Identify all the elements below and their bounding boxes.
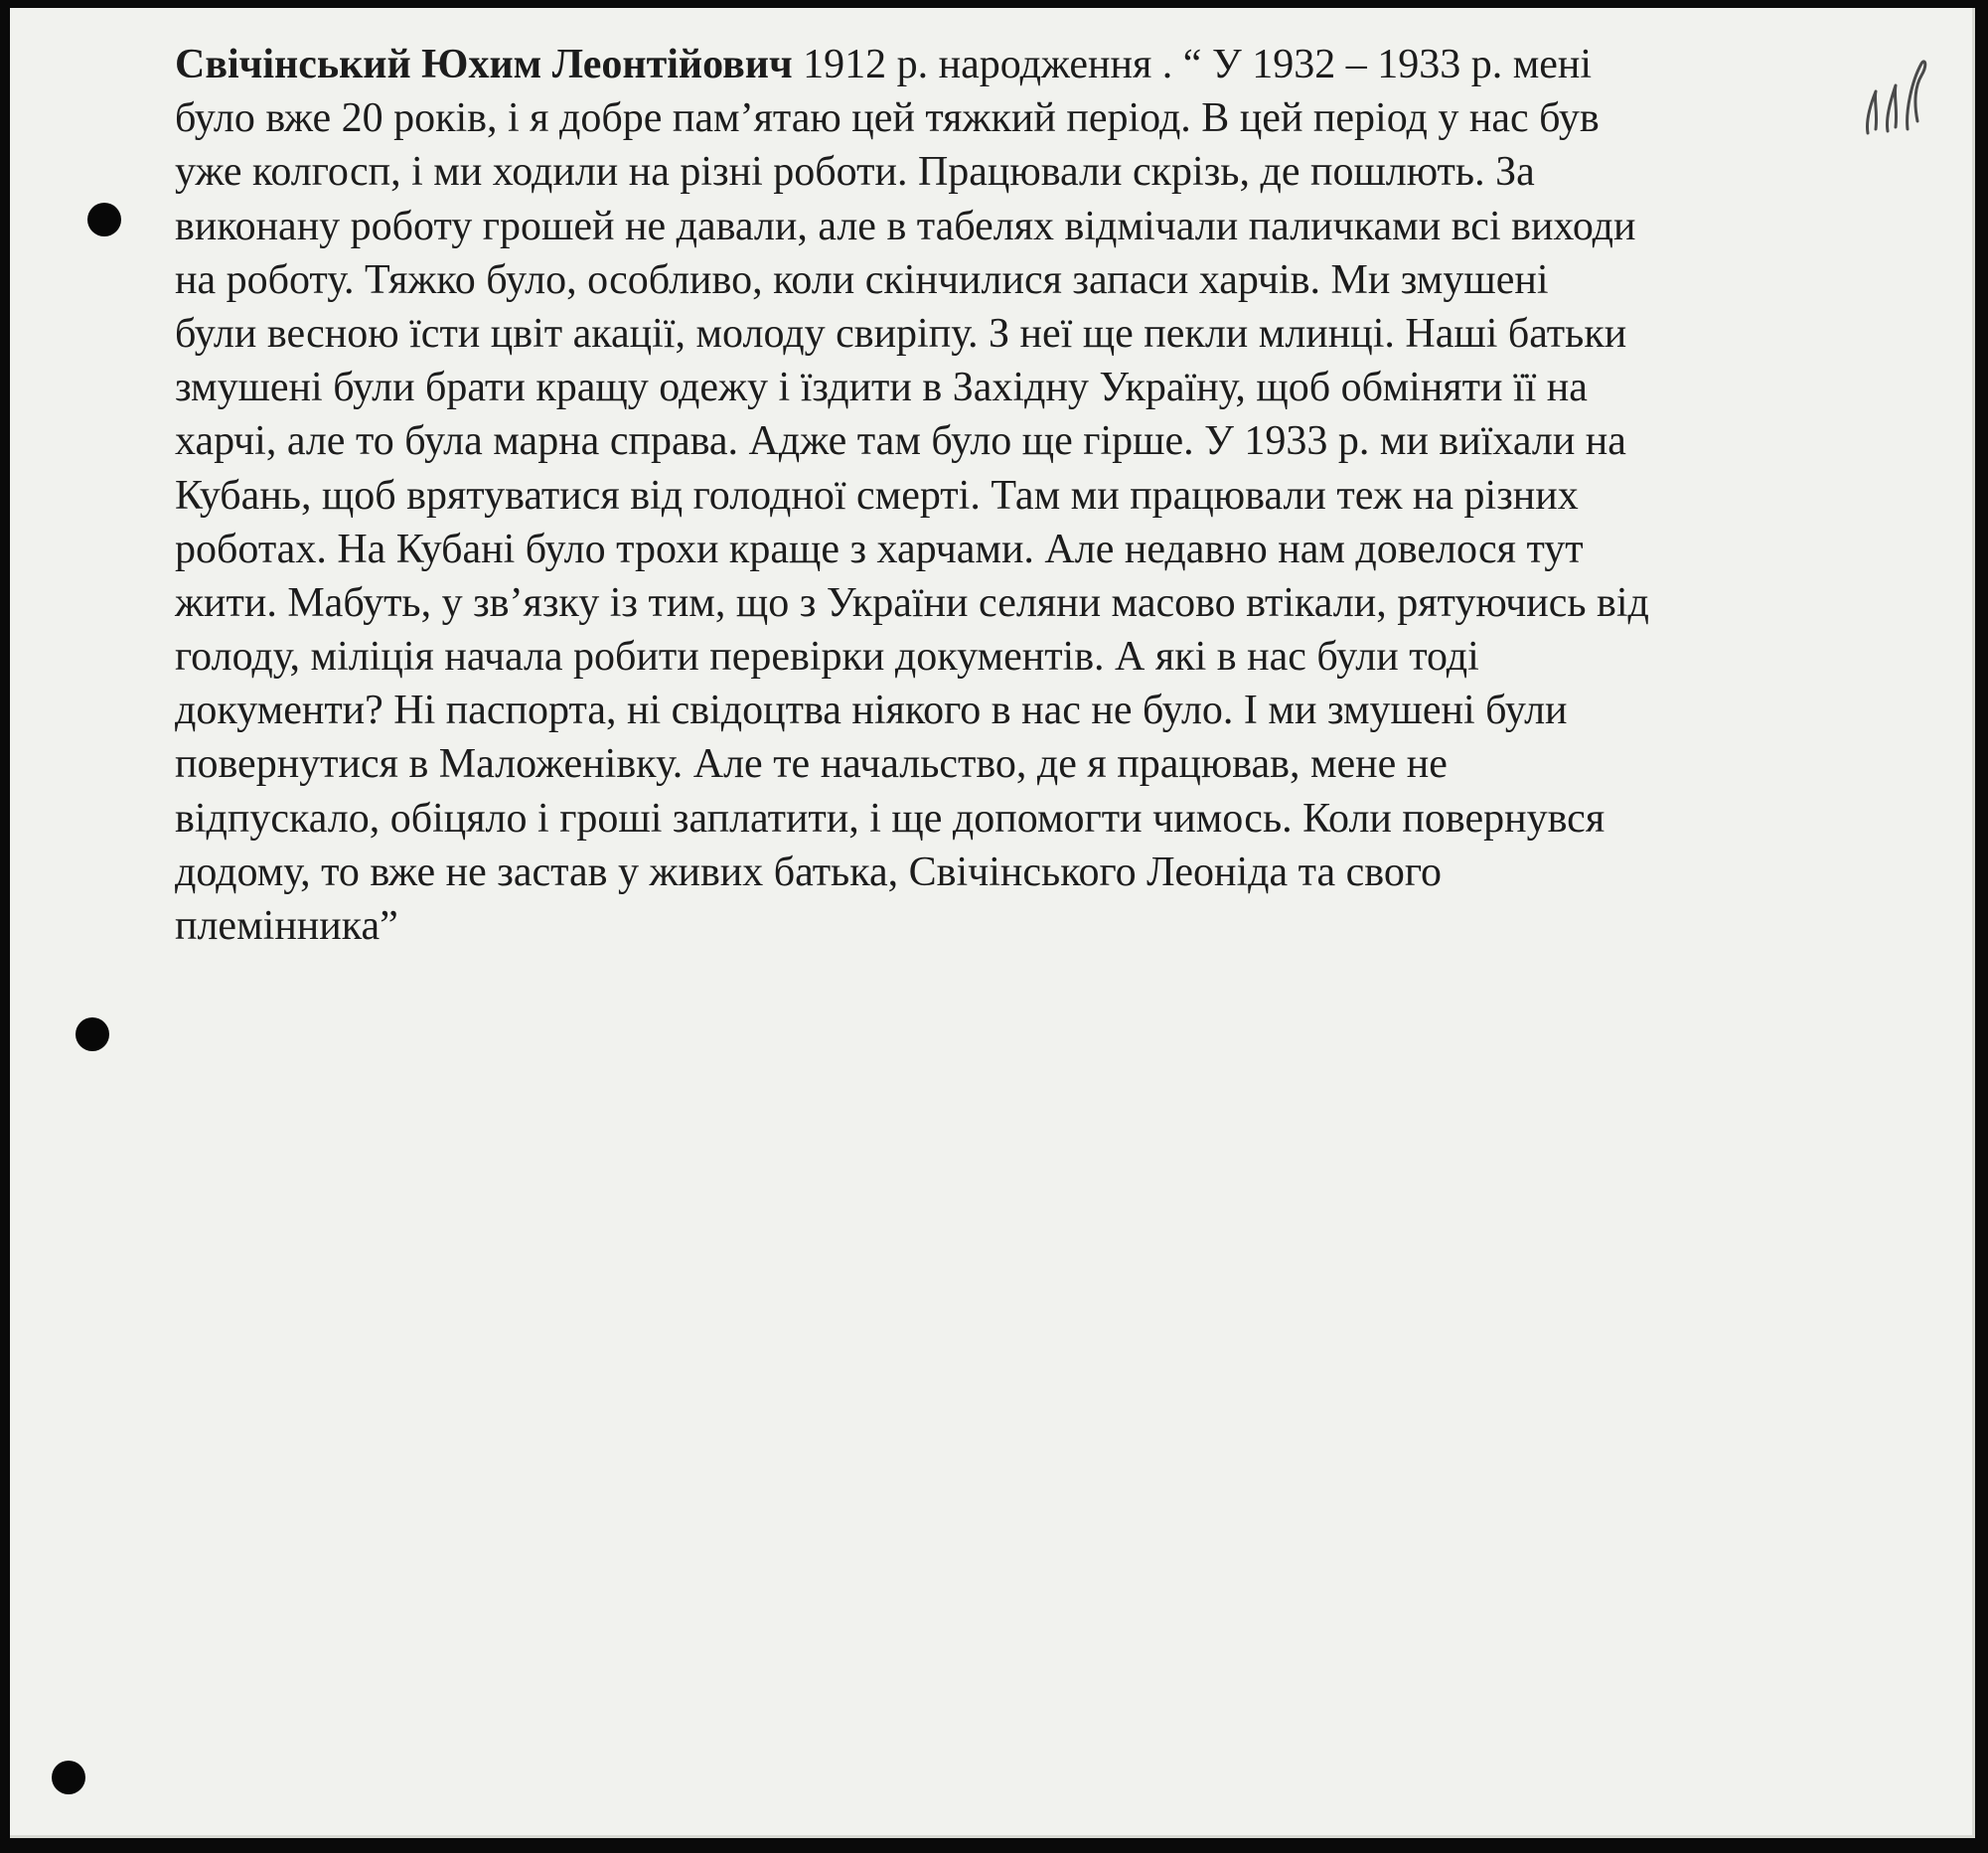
text-line-3: уже колгосп, і ми ходили на різні роботи. Працювали скрізь, де пошлють. За xyxy=(175,149,1535,196)
text-line-14: повернутися в Маложенівку. Але те начальство, де я працював, мене не xyxy=(175,741,1448,788)
text-line-11: жити. Мабуть, у зв’язку із тим, що з України селяни масово втікали, рятуючись від xyxy=(175,579,1649,626)
punch-hole-middle xyxy=(76,1017,109,1051)
witness-name: Свічінський Юхим Леонтійович xyxy=(175,42,793,87)
punch-hole-bottom xyxy=(52,1761,85,1794)
testimony-text xyxy=(175,38,1854,953)
text-line-6: були весною їсти цвіт акації, молоду свиріпу. З неї ще пекли млинці. Наші батьки xyxy=(175,310,1627,357)
handwritten-archive-number xyxy=(1856,52,1935,141)
text-line-8: харчі, але то була марна справа. Адже там було ще гірше. У 1933 р. ми виїхали на xyxy=(175,418,1626,465)
text-line-10: роботах. На Кубані було трохи краще з харчами. Але недавно нам довелося тут xyxy=(175,526,1584,572)
text-line-17: племінника” xyxy=(175,903,398,949)
text-line-16: додому, то вже не застав у живих батька, Свічінського Леоніда та свого xyxy=(175,849,1443,895)
text-line-2: було вже 20 років, і я добре пам’ятаю цей тяжкий період. В цей період у нас був xyxy=(175,95,1600,142)
text-line-5: на роботу. Тяжко було, особливо, коли скінчилися запаси харчів. Ми змушені xyxy=(175,256,1549,303)
text-line-1-rest: 1912 р. народження . “ У 1932 – 1933 р. мені xyxy=(792,42,1593,87)
text-line-4: виконану роботу грошей не давали, але в табелях відмічали паличками всі виходи xyxy=(175,203,1636,249)
text-line-7: змушені були брати кращу одежу і їздити в Західну Україну, щоб обміняти її на xyxy=(175,365,1588,411)
document-page xyxy=(10,8,1975,1838)
text-line-15: відпускало, обіцяло і гроші заплатити, і ще допомогти чимось. Коли повернувся xyxy=(175,795,1606,842)
text-line-1 xyxy=(175,38,1854,91)
text-line-9: Кубань, щоб врятуватися від голодної смерті. Там ми працювали теж на різних xyxy=(175,472,1579,519)
text-line-12: голоду, міліція начала робити перевірки документів. А які в нас були тоді xyxy=(175,634,1479,681)
punch-hole-top xyxy=(87,203,121,236)
text-line-13: документи? Ні паспорта, ні свідоцтва ніякого в нас не було. І ми змушені були xyxy=(175,688,1568,734)
